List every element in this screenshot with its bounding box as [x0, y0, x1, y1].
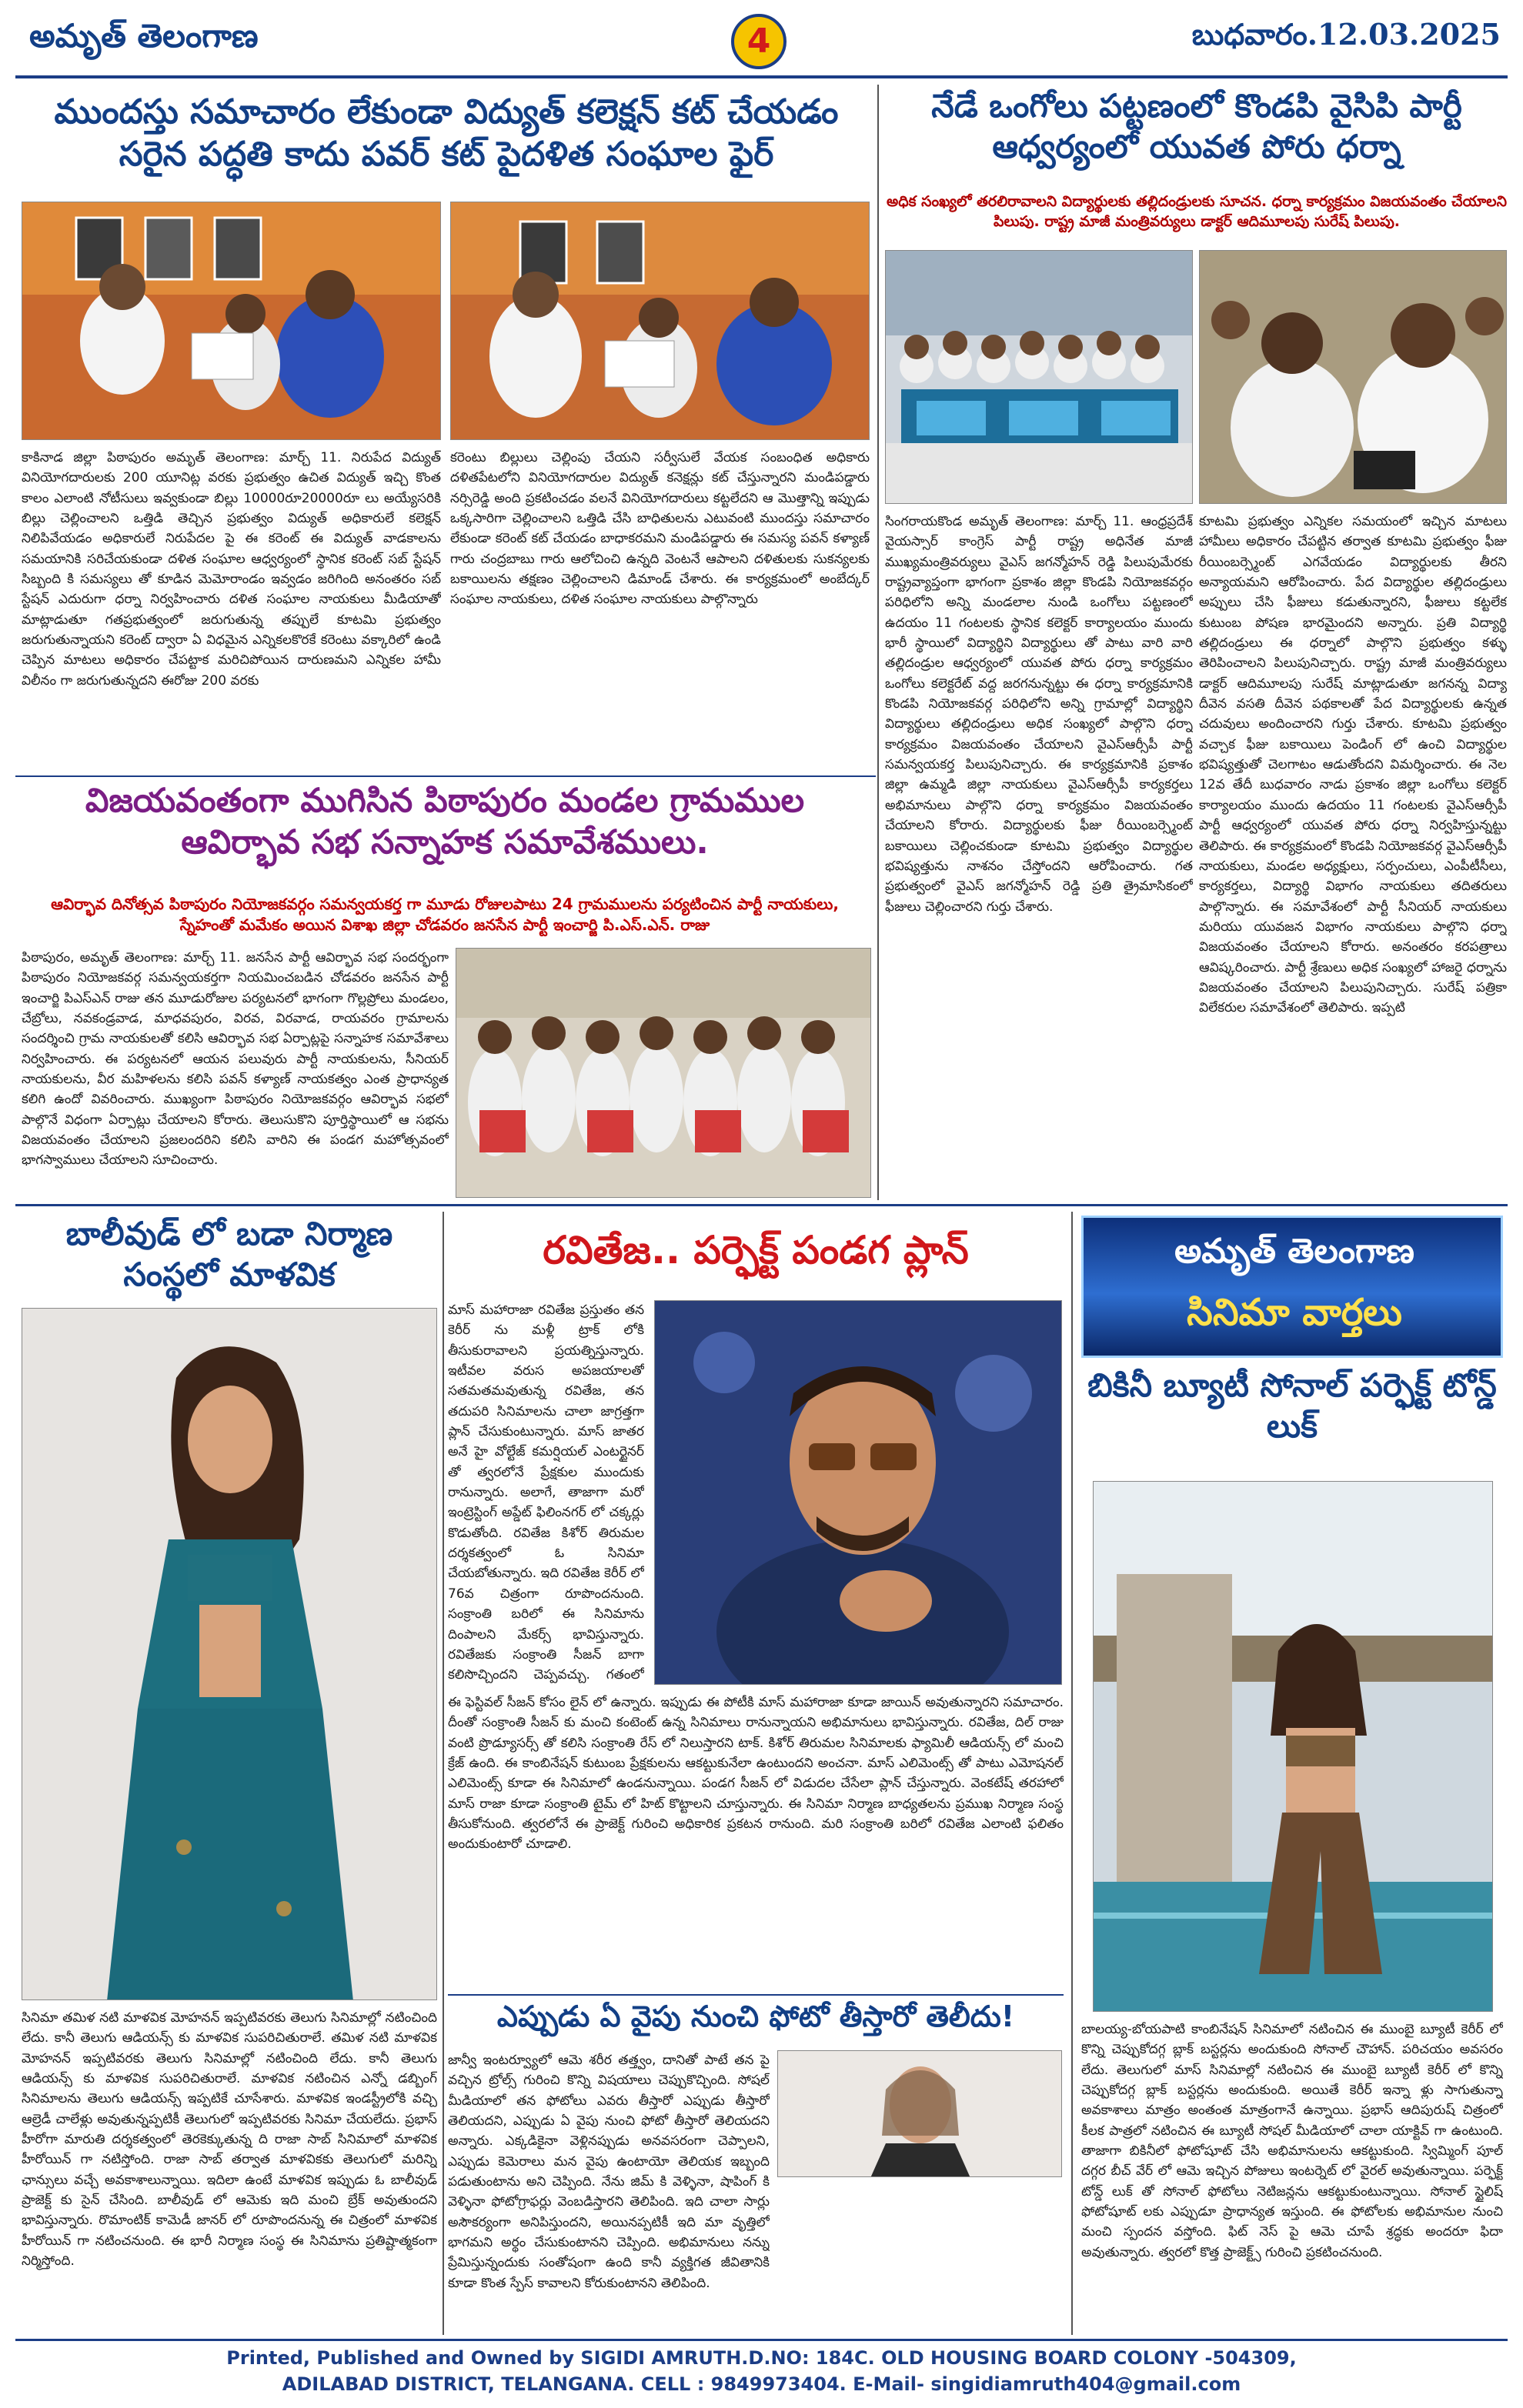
story5-body-col2: ఈ ఫెస్టివల్ సీజన్ కోసం లైన్ లో ఉన్నారు. ఇప్పుడు ఈ పోటీకి మాస్ మహారాజా కూడా జాయిన్ అవుతున్నారని సమాచారం. దీంతో సంక్రాంతి సీజన్ కు మంచి కంటెంట్ ఉన్న సినిమాలు రానున్నాయని అభిమానులు భావిస్తున్నారు. రవితేజ, దిల్ రాజు వంటి ప్రొడ్యూసర్స్ తో కలిసి సంక్రాంతి రేస్ లో నిలుస్తారని టాక్. కిశోర్ తిరుమల సినిమాలకు ఫ్యామిలీ ఆడియన్స్ లో మంచి క్రేజ్ ఉంది. ఈ కాంబినేషన్ కుటుంబ ప్రేక్షకులను ఆకట్టుకునేలా ఉంటుందని అంచనా. మాస్ ఎలిమెంట్స్ తో పాటు ఎమోషనల్ ఎలిమెంట్స్ కూడా ఈ సినిమాలో ఉండనున్నాయి. పండగ సీజన్ లో విడుదల చేసేలా ప్లాన్ చేస్తున్నారు. వెంకటేష్ తరహాలో మాస్ రాజా కూడా సంక్రాంతి టైమ్ లో హిట్ కొట్టాలని చూస్తున్నారు. ఈ సినిమా నిర్మాణ బాధ్యతలను ప్రముఖ నిర్మాణ సంస్థ తీసుకోనుంది. త్వరలోనే ఈ ప్రాజెక్ట్ గురించి అధికారిక ప్రకటన రానుంది. మరి సంక్రాంతి బరిలో రవితేజ ఎలాంటి ఫలితం అందుకుంటారో చూడాలి.: [448, 1695, 1064, 1853]
story6-body: జాన్వీ ఇంటర్వ్యూలో ఆమె శరీర తత్త్వం, దానితో పాటే తన పై వచ్చిన ట్రోల్స్ గురించి కొన్ని విషయాలు చెప్పుకొచ్చింది. సోషల్ మీడియాలో తన ఫోటోలు ఎవరు తీస్తారో ఎప్పుడు తీస్తారో తెలియదని, ఎప్పుడు ఏ వైపు నుంచి ఫోటో తీస్తారో తెలియదని అన్నారు. ఎక్కడికైనా వెళ్లినప్పుడు అనవసరంగా చెప్పాలని, ఎప్పుడు కెమెరాలు మన వైపు ఉంటాయో తెలియక ఇబ్బంది పడుతుంటాను అని చెప్పింది. నేను జిమ్ కి వెళ్ళినా, షాపింగ్ కి వెళ్ళినా ఫోటోగ్రాఫర్లు వెంబడిస్తారని తెలిపింది. ఇది చాలా సార్లు అసౌకర్యంగా అనిపిస్తుందని, అయినప్పటికీ ఇది మా వృత్తిలో భాగమని అర్థం చేసుకుంటానని చెప్పింది. అభిమానులు నన్ను ప్రేమిస్తున్నందుకు సంతోషంగా ఉంది కానీ వ్యక్తిగత జీవితానికి కూడా కొంత స్పేస్ కావాలని కోరుకుంటానని తెలిపింది.: [448, 2053, 770, 2291]
story3-headline[interactable]: విజయవంతంగా ముగిసిన పిఠాపురం మండల గ్రామముల ఆవిర్భావ సభ సన్నాహక సమావేశములు.: [85, 782, 805, 862]
story6-top-rule: [448, 1994, 1064, 1996]
story3-top-rule: [15, 775, 876, 777]
issue-date: బుధవారం.12.03.2025: [1191, 17, 1501, 52]
masthead-rule: [15, 75, 1508, 78]
story3-photo: [456, 948, 871, 1198]
cinema-news-banner: [1081, 1216, 1503, 1358]
actress-poolside-photo: [1094, 1482, 1493, 2012]
actor-portrait-photo: [655, 1301, 1062, 1685]
story3-subheadline: ఆవిర్భావ దినోత్సవ పిఠాపురం నియోజకవర్గం సమన్వయకర్త గా మూడు రోజులపాటు 24 గ్రామములను పర్యటించిన పార్టీ నాయకులు, స్నేహంతో మమేకం అయిన విశాఖ జిల్లా చోడవరం జనసేన పార్టీ ఇంచార్జి పి.ఎస్.ఎన్. రాజు: [51, 895, 839, 934]
mid-page-rule: [15, 1204, 1508, 1206]
story4-headline[interactable]: బాలీవుడ్ లో బడా నిర్మాణ సంస్థలో మాళవిక: [65, 1215, 393, 1293]
story2-body-col2: కూటమి ప్రభుత్వం ఎన్నికల సమయంలో ఇచ్చిన మాటలు హామీలు అధికారం చేపట్టిన తర్వాత కూటమి ప్రభుత్వం ఫీజు రీయింబర్స్మెంట్ ఎగవేయడం విద్యార్థులకు తీరని అన్యాయమని ఆరోపించారు. పేద విద్యార్థుల తల్లిదండ్రులు అప్పులు చేసి ఫీజులు కడుతున్నారని, ఫీజులు కట్టలేక కుటుంబ పోషణ భారమైందని అన్నారు. ప్రతి విద్యార్థి తల్లిదండ్రులు ఈ ధర్నాలో పాల్గొని ప్రభుత్వం కళ్ళు తెరిపించాలని పిలుపునిచ్చారు. రాష్ట్ర మాజీ మంత్రివర్యులు డాక్టర్ ఆదిమూలపు సురేష్ మాట్లాడుతూ జగనన్న విద్యా దీవెన వసతి దీవెన పథకాలతో పేద విద్యార్థులకు ఉన్నత చదువులు అందించారని గుర్తు చేశారు. కూటమి ప్రభుత్వం వచ్చాక ఫీజు బకాయిలు పెండింగ్ లో ఉంచి విద్యార్థుల భవిష్యత్తుతో చెలగాటం ఆడుతోందని విమర్శించారు. ఈ నెల 12వ తేదీ బుధవారం నాడు ప్రకాశం జిల్లా ఒంగోలు కలెక్టర్ కార్యాలయం ముందు ఉదయం 11 గంటలకు వైఎస్ఆర్సీపీ పార్టీ ఆధ్వర్యంలో యువత పోరు ధర్నా నిర్వహిస్తున్నట్టు తెలిపారు. ఈ కార్యక్రమంలో కొండపి నియోజకవర్గ వైఎస్ఆర్సీపీ నాయకులు, మండల అధ్యక్షులు, సర్పంచులు, ఎంపీటీసీలు, కార్యకర్తలు, విద్యార్థి విభాగం నాయకులు తదితరులు పాల్గొన్నారు. ఈ సమావేశంలో పార్టీ సీనియర్ నాయకులు మరియు యువజన విభాగం నాయకులు పాల్గొని ధర్నా విజయవంతం చేయాలని కోరారు. అనంతరం కరపత్రాలు ఆవిష్కరించారు. పార్టీ శ్రేణులు అధిక సంఖ్యలో హాజరై ధర్నాను విజయవంతం చేయాలని పిలుపునిచ్చారు. సురేష్ పత్రికా విలేకరుల సమావేశంలో తెలిపారు. ఇప్పటి: [1199, 514, 1507, 1016]
column-divider: [877, 85, 879, 1200]
story1-photo-right: [450, 202, 870, 440]
story1-body-col2: కరెంటు బిల్లులు చెల్లింపు చేయని సర్వీసులే వేయక సంబంధిత అధికారు దళితపేటలోని వినియోగదారుల విద్యుత్ కనెక్షన్లు కట్ చేస్తున్నారని మండిపడ్డారు నర్సిరెడ్డి అంది ప్రకటించడం వలనే వినియోగదారులు కట్టలేదని ఆ మొత్తాన్ని ఇప్పుడు ఒక్కసారిగా చెల్లించాలని ఒత్తిడి చేసి బాధితులను ఎటువంటి ముందస్తు సమాచారం లేకుండా కరెంట్ కట్ చేయడం బాధాకరమని మండిపడ్డారు ఈ సమస్య పవన్ కళ్యాణ్ గారు చంద్రబాబు గారు ఆలోచించి ఉన్నది వెంటనే ఆపాలని దళితులకు సుకన్యలకు బకాయిలను తక్షణం చెల్లించాలని డిమాండ్ చేశారు. ఈ కార్యక్రమంలో అంబేద్కర్ సంఘాల నాయకులు, దళిత సంఘాల నాయకులు పాల్గొన్నారు: [450, 450, 870, 608]
press-meet-photo: [1200, 251, 1507, 504]
column-divider-2: [443, 1212, 444, 2335]
imprint-line1: Printed, Published and Owned by SIGIDI AMRUTH.D.NO: 184C. OLD HOUSING BOARD COLONY -504309,: [226, 2347, 1297, 2369]
story1-photo-left: [22, 202, 441, 440]
story2-photo-left: [885, 250, 1193, 504]
story1-body-col1: కాకినాడ జిల్లా పిఠాపురం అమృత్ తెలంగాణ: మార్చ్ 11. నిరుపేద విద్యుత్ వినియోగదారులకు 200 యూనిట్ల వరకు ప్రభుత్వం ఉచిత విద్యుత్ ఇచ్చి కొంత కాలం ఎలాంటి నోటీసులు ఇవ్వకుండా బిల్లు 10000రూ20000రూ లు అయ్యేసరికి బిల్లు చెల్లించాలని ఒత్తిడి తెచ్చిన ప్రభుత్వం విద్యుత్ అధికారులే కలెక్షన్ నిలిపివేయడం అధికారులే నిరుపేదల పై ఈ కరెంట్ ఈ విద్యుత్ వాడకాలను సమయానికి సరిచేయకుండా దళిత సంఘాల ఆధ్వర్యంలో స్థానిక కరెంట్ సబ్ స్టేషన్ సిబ్బంది కి సమస్యలు తో కూడిన మెమోరాండం ఇవ్వడం జరిగింది అనంతరం సబ్ స్టేషన్ ఎదురుగా ధర్నా నిర్వహించారు దళిత సంఘాల నాయకులు మీడియాతో మాట్లాడుతూ గతప్రభుత్వంలో జరుగుతున్న తప్పులే కూటమి ప్రభుత్వం జరుగుతున్నాయని కరెంట్ ద్వారా ఏ విధమైన ఎన్నికలకొరకే కరెంటు వక్కారిలో ఉండి చెప్పిన మాటలు అధికారం చేపట్టాక మరిచిపోయిన దారుణమని ఎన్నికల హామీ విలీనం గా జరుగుతున్నదని ఈరోజు 200 వరకు: [22, 450, 441, 689]
story4-photo: [22, 1308, 437, 2000]
story6-photo: [777, 2050, 1062, 2177]
story7-photo: [1093, 1481, 1493, 2012]
banner-paper-name: అమృత్ తెలంగాణ: [1174, 1232, 1414, 1271]
story7-headline[interactable]: బికినీ బ్యూటీ సోనాల్ పర్ఫెక్ట్ టోన్డ్ లుక్: [1087, 1366, 1497, 1445]
memorandum-photo-left: [22, 202, 441, 440]
story6-headline[interactable]: ఎప్పుడు ఏ వైపు నుంచి ఫోటో తీస్తారో తెలీదు!: [496, 1999, 1015, 2033]
story2-subheadline: అధిక సంఖ్యలో తరలిరావాలని విద్యార్థులకు తల్లిదండ్రులకు సూచన. ధర్నా కార్యక్రమం విజయవంతం చేయాలని పిలుపు. రాష్ట్ర మాజీ మంత్రివర్యులు డాక్టర్ ఆదిమూలపు సురేష్ పిలుపు.: [887, 193, 1507, 230]
paper-name: అమృత్ తెలంగాణ: [29, 17, 259, 55]
story2-headline[interactable]: నేడే ఒంగోలు పట్టణంలో కొండపి వైసిపి పార్టీ ఆధ్వర్యంలో యువత పోరు ధర్నా: [931, 87, 1462, 165]
column-divider-3: [1071, 1212, 1073, 2335]
janasena-group-photo: [456, 949, 871, 1198]
imprint-line2: ADILABAD DISTRICT, TELANGANA. CELL : 9849973404. E-Mail- singidiamruth404@gmail.com: [282, 2373, 1241, 2395]
memorandum-photo-right: [451, 202, 870, 440]
story5-photo: [654, 1300, 1062, 1685]
story4-body: సినిమా తమిళ నటి మాళవిక మోహనన్ ఇప్పటివరకు తెలుగు సినిమాల్లో నటించింది లేదు. కానీ తెలుగు ఆడియన్స్ కు మాళవిక సుపరిచితురాలే. తమిళ నటి మాళవిక మోహనన్ ఇప్పటివరకు తెలుగు సినిమాల్లో నటించింది లేదు. కానీ తెలుగు ఆడియన్స్ కు మాళవిక సుపరిచితురాలే. మాళవిక నటించిన ఎన్నో డబ్బింగ్ సినిమాలను తెలుగు ఆడియన్స్ ఇప్పటికే చూసేశారు. మాళవిక ఇండస్ట్రీలోకి వచ్చి ఆల్రెడీ చాలేళ్లు అవుతున్నప్పటికీ తెలుగులో ఇప్పటివరకు సినిమా చేయలేదు. ప్రభాస్ హీరోగా మారుతి దర్శకత్వంలో తెరకెక్కుతున్న ది రాజా సాబ్ సినిమాలో మాళవిక హీరోయిన్ గా నటిస్తోంది. రాజా సాబ్ తర్వాత మాళవికకు తెలుగులో మరిన్ని ఛాన్సులు వచ్చే అవకాశాలున్నాయి. ఇదిలా ఉంటే మాళవిక ఇప్పుడు ఓ బాలీవుడ్ ప్రాజెక్ట్ కు సైన్ చేసింది. బాలీవుడ్ లో ఆమెకు ఇది మంచి బ్రేక్ అవుతుందని భావిస్తున్నారు. రొమాంటిక్ కామెడీ జానర్ లో రూపొందనున్న ఈ చిత్రంలో మాళవిక హీరోయిన్ గా నటించనుంది. ఈ భారీ నిర్మాణ సంస్థ ఈ సినిమాను ప్రతిష్టాత్మకంగా నిర్మిస్తోంది.: [22, 2010, 437, 2270]
story7-body: బాలయ్య-బోయపాటి కాంబినేషన్ సినిమాలో నటించిన ఈ ముంబై బ్యూటీ కెరీర్ లో కొన్ని చెప్పుకోదగ్గ బ్లాక్ బస్టర్లను అందుకుంది సోనాల్ చౌహాన్. పరిచయం అవసరం లేదు. తెలుగులో మాస్ సినిమాల్లో నటించిన ఈ ముంబై బ్యూటీ కెరీర్ లో కొన్ని చెప్పుకోదగ్గ బ్లాక్ బస్టర్లను అందుకుంది. అయితే కెరీర్ ఇన్నా ళ్లు సాగుతున్నా అవకాశాలు మాత్రం అంతంత మాత్రంగానే ఉన్నాయి. ప్రభాస్ ఆదిపురుష్ చిత్రంలో కీలక పాత్రలో నటించిన ఈ బ్యూటీ సోషల్ మీడియాలో చాలా యాక్టివ్ గా ఉంటుంది. తాజాగా బికినీలో ఫోటోషూట్ చేసి అభిమానులను ఆకట్టుకుంది. స్విమ్మింగ్ పూల్ దగ్గర బీచ్ వేర్ లో ఆమె ఇచ్చిన పోజులు ఇంటర్నెట్ లో వైరల్ అవుతున్నాయి. పర్ఫెక్ట్ టోన్డ్ లుక్ తో సోనాల్ ఫోటోలు నెటిజన్లను ఆకట్టుకుంటున్నాయి. సోనాల్ స్టైలిష్ ఫోటోషూట్ లకు ఎప్పుడూ ప్రాధాన్యత ఇస్తుంది. ఈ ఫోటోలకు అభిమానుల నుంచి మంచి స్పందన వస్తోంది. ఫిట్ నెస్ పై ఆమె చూపే శ్రద్ధకు అందరూ ఫిదా అవుతున్నారు. త్వరలో కొత్త ప్రాజెక్ట్స్ గురించి ప్రకటించనుంది.: [1081, 2022, 1503, 2260]
story3-body: పిఠాపురం, అమృత్ తెలంగాణ: మార్చ్ 11. జనసేన పార్టీ ఆవిర్భావ సభ సందర్భంగా పిఠాపురం నియోజకవర్గ సమన్వయకర్తగా నియమించబడిన చోడవరం జనసేన పార్టీ ఇంచార్జి పిఎస్ఎన్ రాజు తన మూడురోజుల పర్యటనలో భాగంగా గొల్లప్రోలు మండలం, చేబ్రోలు, నవకండ్రవాడ, మాధవపురం, విరవ, విరవాడ, రాయవరం గ్రామాలను సందర్శించి గ్రామ నాయకులతో కలిసి ఆవిర్భావ సభ ఏర్పాట్లపై సన్నాహక సమావేశాలు నిర్వహించారు. ఈ పర్యటనలో ఆయన పలువురు పార్టీ నాయకులను, సీనియర్ నాయకులను, వీర మహిళలను కలిసి పవన్ కళ్యాణ్ నాయకత్వం ఎంత ప్రాధాన్యత కలిగి ఉందో వివరించారు. ముఖ్యంగా పిఠాపురం నియోజకవర్గం ఆవిర్భావ సభలో పాల్గొనే విధంగా ఏర్పాట్లు చేయాలని కోరారు. తెలుసుకొని పూర్తిస్థాయిలో ఆ సభను విజయవంతం చేయాలని ప్రజలందరిని కలిసి వారిని ఈ పండగ మహోత్సవంలో భాగస్వాములు చేయాలని సూచించారు.: [22, 950, 449, 1169]
story5-headline[interactable]: రవితేజ.. పర్ఫెక్ట్ పండగ ప్లాన్: [543, 1228, 969, 1272]
story5-body-col1: మాస్ మహారాజా రవితేజ ప్రస్తుతం తన కెరీర్ ను మళ్లీ ట్రాక్ లోకి తీసుకురావాలని ప్రయత్నిస్తున్నారు. ఇటీవల వరుస అపజయాలతో సతమతమవుతున్న రవితేజ, తన తదుపరి సినిమాలను చాలా జాగ్రత్తగా ప్లాన్ చేసుకుంటున్నారు. మాస్ జాతర అనే హై వోల్టేజ్ కమర్షియల్ ఎంటర్టైనర్ తో త్వరలోనే ప్రేక్షకుల ముందుకు రానున్నారు. అలాగే, తాజాగా మరో ఇంట్రెస్టింగ్ అప్డేట్ ఫిలింనగర్ లో చక్కర్లు కొడుతోంది. రవితేజ కిశోర్ తిరుమల దర్శకత్వంలో ఓ సినిమా చేయబోతున్నారు. ఇది రవితేజ కెరీర్ లో 76వ చిత్రంగా రూపొందనుంది. సంక్రాంతి బరిలో ఈ సినిమాను దింపాలని మేకర్స్ భావిస్తున్నారు. రవితేజకు సంక్రాంతి సీజన్ బాగా కలిసొచ్చిందని చెప్పవచ్చు. గతంలో: [448, 1302, 644, 1683]
story1-headline[interactable]: ముందస్తు సమాచారం లేకుండా విద్యుత్ కలెక్షన్ కట్ చేయడం సరైన పద్ధతి కాదు పవర్ కట్ పైదళిత సంఘాల ఫైర్: [54, 92, 839, 174]
story2-photo-right: [1199, 250, 1507, 504]
actress-portrait-photo: [22, 1309, 437, 2000]
actress-small-photo: [778, 2051, 1062, 2177]
protest-group-photo: [886, 251, 1193, 504]
imprint-footer: [15, 2339, 1508, 2404]
story2-body-col1: సింగరాయకొండ అమృత్ తెలంగాణ: మార్చ్ 11. ఆంధ్రప్రదేశ్ వైయస్సార్ కాంగ్రెస్ పార్టీ రాష్ట్ర అధినేత మాజీ ముఖ్యమంత్రివర్యులు వైఎస్ జగన్మోహన్ రెడ్డి పిలుపుమేరకు రాష్ట్రవ్యాప్తంగా భాగంగా ప్రకాశం జిల్లా కొండపి నియోజకవర్గం పరిధిలోని అన్ని మండలాల నుండి ఒంగోలు పట్టణంలో ఉదయం 11 గంటలకు స్థానిక కలెక్టర్ కార్యాలయం ముందు భారీ స్థాయిలో విద్యార్థిని విద్యార్థులు తో పాటు వారి వారి తల్లిదండ్రుల ఆధ్వర్యంలో యువత పోరు ధర్నా కార్యక్రమం ఒంగోలు కలెక్టరేట్ వద్ద జరగనున్నట్టు ఈ ధర్నా కార్యక్రమానికి కొండపి నియోజకవర్గ పరిధిలోని అన్ని గ్రామాల్లో విద్యార్థిని విద్యార్థులు తల్లిదండ్రులు అధిక సంఖ్యలో పాల్గొని ధర్నా కార్యక్రమం విజయవంతం చేయాలని వైఎస్ఆర్సీపీ పార్టీ సమన్వయకర్త పిలుపునిచ్చారు. ఈ కార్యక్రమానికి ప్రకాశం జిల్లా ఉమ్మడి జిల్లా నాయకులు వైఎస్ఆర్సీపీ కార్యకర్తలు అభిమానులు పాల్గొని ధర్నా కార్యక్రమం విజయవంతం చేయాలని కోరారు. విద్యార్థులకు ఫీజు రీయింబర్స్మెంట్ బకాయిలు చెల్లించకుండా కూటమి ప్రభుత్వం విద్యార్థుల భవిష్యత్తును నాశనం చేస్తోందని ఆరోపించారు. గత ప్రభుత్వంలో వైఎస్ జగన్మోహన్ రెడ్డి ప్రతి త్రైమాసికంలో ఫీజులు చెల్లించారని గుర్తు చేశారు.: [885, 514, 1193, 915]
banner-section-name: సినిమా వార్తలు: [1187, 1291, 1402, 1334]
page-number-badge: 4: [731, 14, 787, 69]
